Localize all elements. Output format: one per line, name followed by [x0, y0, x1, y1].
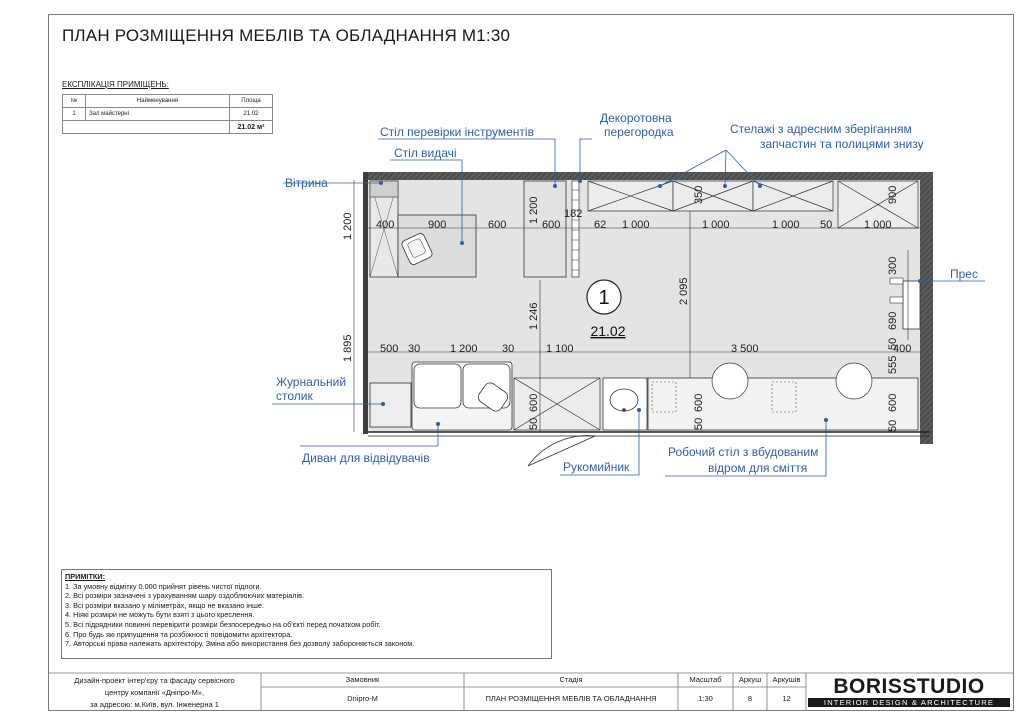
dim-top-8: 1 000 — [772, 219, 800, 231]
dim-top-10: 1 000 — [864, 219, 892, 231]
col-no: № — [63, 95, 86, 108]
project-line-2: центру компанії «Дніпро-М», — [104, 688, 205, 697]
callout-tool-table: Стіл перевірки інструментів — [380, 125, 534, 139]
dim-top-9: 50 — [820, 219, 833, 231]
dim-v-900: 900 — [887, 185, 899, 204]
studio-subtitle: INTERIOR DESIGN & ARCHITECTURE — [808, 698, 1010, 707]
callout-partition-2: перегородка — [604, 125, 674, 139]
note-item: 3. Всі розміри вказано у міліметрах, якщо не вказано інше. — [65, 600, 264, 610]
scale-label: Масштаб — [689, 675, 722, 684]
dim-v-1200: 1 200 — [528, 196, 540, 224]
dim-top-6: 1 000 — [622, 219, 650, 231]
callout-worktable-2: відром для сміття — [708, 461, 808, 475]
project-line-3: за адресою: м.Київ, вул. Інженерна 1 — [90, 700, 219, 709]
callout-coffee-1: Журнальний — [276, 375, 347, 389]
dim-v-600a: 600 — [528, 393, 540, 412]
dim-v-555: 555 — [887, 355, 899, 374]
callout-issue-table: Стіл видачі — [394, 146, 457, 160]
sheet-value: 8 — [747, 694, 753, 703]
sheets-label: Аркушів — [772, 675, 801, 684]
callout-press: Прес — [950, 267, 978, 281]
dim-mid-1: 500 — [380, 343, 399, 355]
note-item: 4. Ніякі розміри не можуть бути взяті з цього креслення. — [65, 610, 255, 620]
dim-v-600c: 600 — [887, 393, 899, 412]
dim-mid-7: 400 — [893, 343, 912, 355]
dim-mid-3: 1 200 — [450, 343, 478, 355]
dim-v-182: 182 — [564, 208, 583, 220]
dim-top-4: 600 — [542, 219, 561, 231]
note-item: 5. Всі підрядники повинні перевірити розміри безпосередньо на об'єкті перед початком робіт. — [65, 619, 381, 629]
dim-v-600b: 600 — [693, 393, 705, 412]
dim-v-300: 300 — [887, 256, 899, 275]
project-line-1: Дизайн-проект інтер'єру та фасаду сервісного — [74, 676, 235, 685]
dim-left-1895: 1 895 — [342, 334, 354, 362]
room-number: 1 — [598, 287, 610, 309]
dim-left-1200: 1 200 — [342, 212, 354, 240]
dim-top-7: 1 000 — [702, 219, 730, 231]
studio-logo — [808, 676, 1010, 708]
callout-washbasin: Рукомийник — [563, 460, 630, 474]
stage-label: Стадія — [559, 675, 583, 684]
row-no: 1 — [63, 108, 86, 121]
room-area: 21.02 — [590, 323, 626, 339]
stage-value: ПЛАН РОЗМІЩЕННЯ МЕБЛІВ ТА ОБЛАДНАННЯ — [485, 694, 657, 703]
note-item: 6. Про будь які припущення та розбіжності повідомити архітектора. — [65, 629, 293, 639]
callout-racks-1: Стелажі з адресним зберіганням — [730, 122, 912, 136]
dim-v-1246: 1 246 — [528, 302, 540, 330]
client-label: Замовник — [345, 675, 380, 684]
client-value: Dnipro-M — [347, 694, 378, 703]
dim-mid-6: 3 500 — [731, 343, 759, 355]
dim-mid-2: 30 — [408, 343, 421, 355]
note-item: 7. Авторські права належать архітектору. Зміна або використання без дозволу забороняється законом. — [65, 639, 415, 649]
callout-coffee-2: столик — [276, 389, 313, 403]
total-area: 21.02 м² — [230, 121, 273, 134]
callout-showcase: Вітрина — [285, 176, 328, 190]
callout-partition-1: Декоротовна — [600, 111, 672, 125]
col-name: Найменування — [86, 95, 230, 108]
note-item: 1. За умовну відмітку 0.000 прийнят рівень чистої підлоги. — [65, 581, 262, 591]
dim-mid-4: 30 — [502, 343, 515, 355]
dim-top-2: 900 — [428, 219, 447, 231]
dim-v-50d: 50 — [887, 337, 899, 350]
dim-v-690: 690 — [887, 311, 899, 330]
dim-v-50b: 50 — [693, 417, 705, 430]
sheet-label: Аркуш — [738, 675, 762, 684]
drawing-title: ПЛАН РОЗМІЩЕННЯ МЕБЛІВ ТА ОБЛАДНАННЯ М1:30 — [62, 26, 511, 45]
dim-v-2095: 2 095 — [678, 277, 690, 305]
sheets-value: 12 — [782, 694, 791, 703]
col-area: Площа — [230, 95, 273, 108]
dim-mid-5: 1 100 — [546, 343, 574, 355]
callout-racks-2: запчастин та полицями знизу — [760, 137, 924, 151]
row-name: Зал майстерні — [86, 108, 230, 121]
studio-name: BORISSTUDIO — [833, 675, 985, 698]
notes-heading: ПРИМІТКИ: — [65, 572, 106, 581]
dim-v-50c: 50 — [887, 419, 899, 432]
scale-value: 1:30 — [698, 694, 713, 703]
row-area: 21.02 — [230, 108, 273, 121]
dim-top-5: 62 — [594, 219, 607, 231]
dim-v-50a: 50 — [528, 417, 540, 430]
dim-v-350: 350 — [693, 185, 705, 204]
note-item: 2. Всі розміри зазначені з урахуванням шару оздоблюючих матеріалів. — [65, 591, 305, 601]
callout-worktable-1: Робочий стіл з вбудованим — [668, 445, 819, 459]
callout-sofa: Диван для відвідувачів — [302, 451, 430, 465]
explication-heading: ЕКСПЛІКАЦІЯ ПРИМІЩЕНЬ: — [62, 80, 169, 89]
dim-top-3: 600 — [488, 219, 507, 231]
dim-top-1: 400 — [376, 219, 395, 231]
